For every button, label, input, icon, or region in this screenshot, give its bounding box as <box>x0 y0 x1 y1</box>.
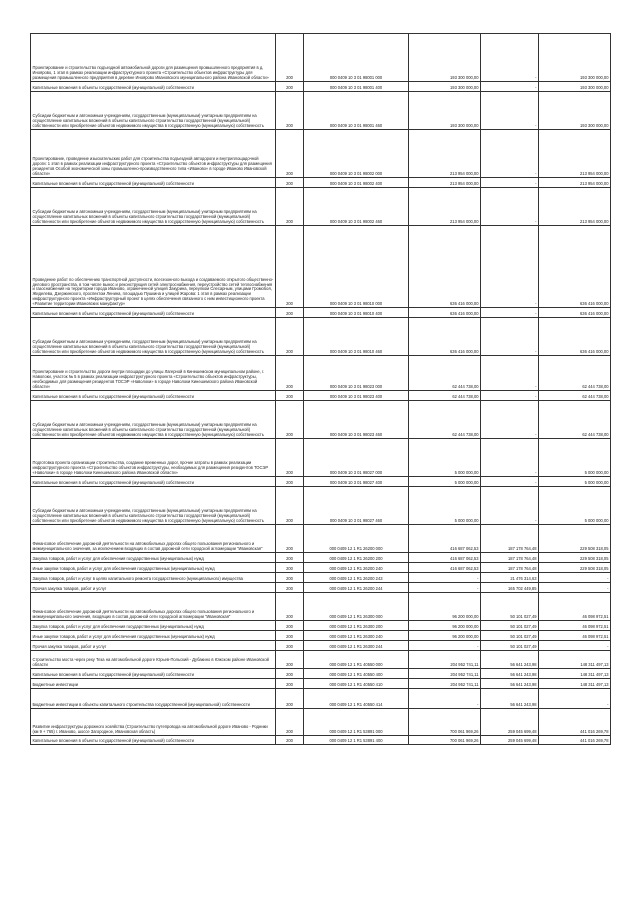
table-row <box>31 92 611 130</box>
budget-code-cell: 000 0409 12 1 R1 40550 000 <box>304 651 409 669</box>
unexecuted-amount-cell: 229 508 318,05 <box>539 563 611 573</box>
executed-amount-cell: 56 641 243,98 <box>481 689 539 709</box>
unexecuted-amount-cell: - <box>539 583 611 593</box>
budget-code-cell: 000 0409 12 1 R1 40550 414 <box>304 689 409 709</box>
line-code-cell: 200 <box>276 689 304 709</box>
unexecuted-amount-cell: 636 416 000,00 <box>539 308 611 318</box>
approved-amount-cell: 204 952 741,11 <box>409 669 481 679</box>
executed-amount-cell: - <box>481 188 539 226</box>
approved-amount-cell: - <box>409 573 481 583</box>
line-code-cell: 200 <box>276 621 304 631</box>
description-cell: Финансовое обеспечение дорожной деятельности на автомобильных дорогах общего пользования регионального и межмуниципального значения, за исключением входящих в состав дорожной сети городской агломерации "Ивановская" <box>31 525 276 553</box>
unexecuted-amount-cell: 213 954 000,00 <box>539 130 611 178</box>
approved-amount-cell: 62 444 738,00 <box>409 391 481 401</box>
budget-code-cell: 000 0409 12 1 R1 26200 200 <box>304 553 409 563</box>
budget-table <box>30 33 611 745</box>
budget-code-cell: 000 0409 12 1 R1 26300 000 <box>304 593 409 621</box>
line-code-cell: 200 <box>276 736 304 745</box>
unexecuted-amount-cell: 441 016 269,78 <box>539 736 611 745</box>
table-row <box>31 679 611 689</box>
executed-amount-cell: 21 476 314,63 <box>481 573 539 583</box>
budget-code-cell: 000 0409 10 3 01 98010 400 <box>304 308 409 318</box>
approved-amount-cell: 5 000 000,00 <box>409 477 481 487</box>
budget-code-cell: 000 0409 10 3 01 98002 400 <box>304 178 409 188</box>
approved-amount-cell: 636 416 000,00 <box>409 226 481 308</box>
executed-amount-cell: - <box>481 308 539 318</box>
table-row <box>31 573 611 583</box>
line-code-cell: 200 <box>276 82 304 92</box>
description-cell: Прочая закупка товаров, работ и услуг <box>31 641 276 651</box>
description-cell: Капитальные вложения в объекты государственной (муниципальной) собственности <box>31 477 276 487</box>
executed-amount-cell: 56 641 243,98 <box>481 679 539 689</box>
table-row <box>31 593 611 621</box>
line-code-cell: 200 <box>276 679 304 689</box>
table-row <box>31 130 611 178</box>
table-row <box>31 631 611 641</box>
line-code-cell: 200 <box>276 130 304 178</box>
unexecuted-amount-cell: 62 444 738,00 <box>539 391 611 401</box>
executed-amount-cell: - <box>481 318 539 356</box>
description-cell: Проектирование и строительство подъездной автомобильной дороги для размещения промышленного предприятия в д. Иноярово, 1 этап в рамках реализации инфраструктурного проекта «Строительство объектов инфраструктуры для размещения промышленного предприятия в деревне Иноярово Ивановского муниципального района Ивановской области» <box>31 34 276 82</box>
unexecuted-amount-cell: 229 508 318,05 <box>539 525 611 553</box>
budget-code-cell: 000 0409 10 3 01 98023 400 <box>304 391 409 401</box>
description-cell: Финансовое обеспечение дорожной деятельности на автомобильных дорогах общего пользования регионального и межмуниципального значения, входящих в состав дорожной сети городской агломерации "Ивановская" <box>31 593 276 621</box>
approved-amount-cell: 700 061 969,26 <box>409 736 481 745</box>
approved-amount-cell: 96 200 000,00 <box>409 593 481 621</box>
executed-amount-cell: - <box>481 356 539 391</box>
line-code-cell: 200 <box>276 178 304 188</box>
description-cell: Капитальные вложения в объекты государственной (муниципальной) собственности <box>31 391 276 401</box>
table-row <box>31 689 611 709</box>
executed-amount-cell: - <box>481 226 539 308</box>
approved-amount-cell: 416 687 062,53 <box>409 553 481 563</box>
table-row <box>31 641 611 651</box>
line-code-cell: 200 <box>276 92 304 130</box>
approved-amount-cell: 213 954 000,00 <box>409 178 481 188</box>
table-row <box>31 178 611 188</box>
table-row <box>31 34 611 82</box>
description-cell: Капитальные вложения в объекты государственной (муниципальной) собственности <box>31 736 276 745</box>
table-row <box>31 318 611 356</box>
budget-code-cell: 000 0409 10 3 01 98002 000 <box>304 130 409 178</box>
description-cell: Закупка товаров, работ и услуг для обеспечения государственных (муниципальных) нужд <box>31 553 276 563</box>
approved-amount-cell: 636 416 000,00 <box>409 308 481 318</box>
unexecuted-amount-cell: 636 416 000,00 <box>539 226 611 308</box>
executed-amount-cell: 187 178 764,48 <box>481 563 539 573</box>
unexecuted-amount-cell: 213 954 000,00 <box>539 178 611 188</box>
executed-amount-cell: 50 101 027,49 <box>481 641 539 651</box>
table-row <box>31 356 611 391</box>
description-cell: Капитальные вложения в объекты государственной (муниципальной) собственности <box>31 669 276 679</box>
table-row <box>31 669 611 679</box>
unexecuted-amount-cell: 229 508 318,05 <box>539 553 611 563</box>
line-code-cell: 200 <box>276 318 304 356</box>
description-cell: Развитие инфраструктуры дорожного хозяйства (Строительство путепровода на автомобильной дороге Иваново - Родники (км 9 + 765) г. Иваново, шоссе Загородное, Ивановская область) <box>31 709 276 736</box>
unexecuted-amount-cell: 193 300 000,00 <box>539 82 611 92</box>
line-code-cell: 200 <box>276 188 304 226</box>
budget-code-cell: 000 0409 12 1 R1 26300 244 <box>304 641 409 651</box>
description-cell: Капитальные вложения в объекты государственной (муниципальной) собственности <box>31 308 276 318</box>
executed-amount-cell: 259 045 699,48 <box>481 709 539 736</box>
table-row <box>31 188 611 226</box>
description-cell: Проектирование, проведение изыскательских работ для строительства подъездной автодороги и внутриплощадочной дороги: 1 этап в рамках реализации инфраструктурного проекта «Строительство объектов инфраструктуры для размещения резидентов Особой экономической зоны промышленно-производственного типа «Иваново» в городе Иваново Ивановской области» <box>31 130 276 178</box>
budget-code-cell: 000 0409 10 3 01 98023 460 <box>304 401 409 439</box>
description-cell: Подготовка проекта организации строительства, создание временных дорог, прочие затраты в рамках реализации инфраструктурного проекта «Строительство объектов инфраструктуры, необходимых для размещения резидентов ТОСЭР «Наволоки» в городе Наволоки Кинешемского района Ивановской области» <box>31 439 276 477</box>
budget-code-cell: 000 0409 12 1 R1 26300 200 <box>304 621 409 631</box>
description-cell: Бюджетные инвестиции <box>31 679 276 689</box>
approved-amount-cell: 193 300 000,00 <box>409 82 481 92</box>
approved-amount-cell: 96 200 000,00 <box>409 631 481 641</box>
budget-code-cell: 000 0409 12 1 R1 26200 244 <box>304 583 409 593</box>
table-row <box>31 82 611 92</box>
line-code-cell: 200 <box>276 308 304 318</box>
table-row <box>31 226 611 308</box>
approved-amount-cell: 204 952 741,11 <box>409 679 481 689</box>
budget-code-cell: 000 0409 12 1 R1 26300 240 <box>304 631 409 641</box>
budget-code-cell: 000 0409 12 1 R1 40550 410 <box>304 679 409 689</box>
table-row <box>31 583 611 593</box>
line-code-cell: 200 <box>276 226 304 308</box>
executed-amount-cell: 187 178 764,48 <box>481 525 539 553</box>
executed-amount-cell: 56 641 243,98 <box>481 669 539 679</box>
description-cell: Строительство моста через реку Теза на автомобильной дороге Юрьев-Польский - Дубакино в Южском районе Ивановской области <box>31 651 276 669</box>
unexecuted-amount-cell: 636 416 000,00 <box>539 318 611 356</box>
approved-amount-cell: - <box>409 641 481 651</box>
budget-code-cell: 000 0409 12 1 R1 26200 000 <box>304 525 409 553</box>
executed-amount-cell: - <box>481 487 539 525</box>
line-code-cell: 200 <box>276 525 304 553</box>
approved-amount-cell: 213 954 000,00 <box>409 130 481 178</box>
line-code-cell: 200 <box>276 709 304 736</box>
budget-code-cell: 000 0409 10 3 01 98002 460 <box>304 188 409 226</box>
unexecuted-amount-cell: 46 098 972,51 <box>539 621 611 631</box>
executed-amount-cell: 50 101 027,49 <box>481 593 539 621</box>
table-row <box>31 308 611 318</box>
line-code-cell: 200 <box>276 487 304 525</box>
unexecuted-amount-cell: 148 311 497,13 <box>539 669 611 679</box>
approved-amount-cell: 5 000 000,00 <box>409 487 481 525</box>
unexecuted-amount-cell: 46 098 972,51 <box>539 631 611 641</box>
description-cell: Субсидии бюджетным и автономным учреждениям, государственным (муниципальным) унитарным предприятиям на осуществление капитальных вложений в объекты капитального строительства государственной (муниципальной) собственности или приобретение объектов недвижимого имущества в государственную (муниципальную) собственность <box>31 401 276 439</box>
table-row <box>31 487 611 525</box>
approved-amount-cell: 193 300 000,00 <box>409 92 481 130</box>
approved-amount-cell: 193 300 000,00 <box>409 34 481 82</box>
line-code-cell: 200 <box>276 669 304 679</box>
line-code-cell: 200 <box>276 651 304 669</box>
description-cell: Бюджетные инвестиции в объекты капитального строительства государственной (муниципальной) собственности <box>31 689 276 709</box>
unexecuted-amount-cell: 148 311 497,13 <box>539 679 611 689</box>
budget-code-cell: 000 0409 10 3 01 98001 000 <box>304 34 409 82</box>
line-code-cell: 200 <box>276 593 304 621</box>
description-cell: Капитальные вложения в объекты государственной (муниципальной) собственности <box>31 178 276 188</box>
executed-amount-cell: - <box>481 82 539 92</box>
description-cell: Субсидии бюджетным и автономным учреждениям, государственным (муниципальным) унитарным предприятиям на осуществление капитальных вложений в объекты капитального строительства государственной (муниципальной) собственности или приобретение объектов недвижимого имущества в государственную (муниципальную) собственность <box>31 188 276 226</box>
description-cell: Проведение работ по обеспечению транспортной доступности, всесезонного выхода и создаваемого открытого общественно-делового пространства, в том числе вынос и реконструкция сетей электроснабжения, переустройство сетей теплоснабжения и газоснабжения на территории города Иваново, ограниченной улицей Закурина, переулком Слесарным, улицами Громобоя, Жиделева, Дзержинского, проспектом Ленина, площадью Пушкина и улицей Жарова: 1 этап в рамках реализации инфраструктурного проекта «Инфраструктурный проект в целях обеспечения связанного с ним инвестиционного проекта «Развитие территории Ивановских мануфактур» <box>31 226 276 308</box>
approved-amount-cell: 700 061 969,26 <box>409 709 481 736</box>
approved-amount-cell: 636 416 000,00 <box>409 318 481 356</box>
unexecuted-amount-cell: - <box>539 689 611 709</box>
executed-amount-cell: 50 101 027,49 <box>481 631 539 641</box>
description-cell: Субсидии бюджетным и автономным учреждениям, государственным (муниципальным) унитарным предприятиям на осуществление капитальных вложений в объекты капитального строительства государственной (муниципальной) собственности или приобретение объектов недвижимого имущества в государственную (муниципальную) собственность <box>31 92 276 130</box>
line-code-cell: 200 <box>276 401 304 439</box>
approved-amount-cell: 416 687 062,53 <box>409 563 481 573</box>
budget-code-cell: 000 0409 12 1 R1 26200 243 <box>304 573 409 583</box>
budget-code-cell: 000 0409 10 3 01 98001 460 <box>304 92 409 130</box>
unexecuted-amount-cell: 148 311 497,13 <box>539 651 611 669</box>
table-row <box>31 391 611 401</box>
description-cell: Капитальные вложения в объекты государственной (муниципальной) собственности <box>31 82 276 92</box>
budget-code-cell: 000 0409 12 1 R1 53891 000 <box>304 709 409 736</box>
executed-amount-cell: - <box>481 401 539 439</box>
unexecuted-amount-cell: 193 300 000,00 <box>539 92 611 130</box>
approved-amount-cell: 416 687 062,53 <box>409 525 481 553</box>
description-cell: Закупка товаров, работ и услуг в целях капитального ремонта государственного (муниципального) имущества <box>31 573 276 583</box>
line-code-cell: 200 <box>276 34 304 82</box>
executed-amount-cell: - <box>481 178 539 188</box>
unexecuted-amount-cell: 46 098 972,51 <box>539 593 611 621</box>
approved-amount-cell: - <box>409 583 481 593</box>
budget-code-cell: 000 0409 10 3 01 98023 000 <box>304 356 409 391</box>
unexecuted-amount-cell: - <box>539 641 611 651</box>
budget-code-cell: 000 0409 10 3 01 98010 460 <box>304 318 409 356</box>
table-row <box>31 439 611 477</box>
table-row <box>31 401 611 439</box>
budget-code-cell: 000 0409 10 3 01 98001 400 <box>304 82 409 92</box>
description-cell: Проектирование и строительство дороги внутри площадки до улицы Лагерной в Кинешемском муниципальном районе, г. Наволоки, участок № 5 в рамках реализации инфраструктурного проекта «Строительство объектов инфраструктуры, необходимых для размещения резидентов ТОСЭР «Наволоки» в городе Наволоки Кинешемского района Ивановской области» <box>31 356 276 391</box>
description-cell: Субсидии бюджетным и автономным учреждениям, государственным (муниципальным) унитарным предприятиям на осуществление капитальных вложений в объекты капитального строительства государственной (муниципальной) собственности или приобретение объектов недвижимого имущества в государственную (муниципальную) собственность <box>31 487 276 525</box>
unexecuted-amount-cell: - <box>539 573 611 583</box>
budget-code-cell: 000 0409 10 3 01 98027 000 <box>304 439 409 477</box>
line-code-cell: 200 <box>276 553 304 563</box>
budget-table-page <box>30 33 610 745</box>
table-row <box>31 553 611 563</box>
executed-amount-cell: 50 101 027,49 <box>481 621 539 631</box>
unexecuted-amount-cell: 62 444 738,00 <box>539 356 611 391</box>
description-cell: Иные закупки товаров, работ и услуг для обеспечения государственных (муниципальных) нужд <box>31 631 276 641</box>
table-row <box>31 621 611 631</box>
executed-amount-cell: - <box>481 391 539 401</box>
executed-amount-cell: - <box>481 477 539 487</box>
budget-code-cell: 000 0409 10 3 01 98027 400 <box>304 477 409 487</box>
table-row <box>31 709 611 736</box>
table-row <box>31 736 611 745</box>
approved-amount-cell: 62 444 738,00 <box>409 401 481 439</box>
table-row <box>31 651 611 669</box>
unexecuted-amount-cell: 5 000 000,00 <box>539 439 611 477</box>
description-cell: Прочая закупка товаров, работ и услуг <box>31 583 276 593</box>
executed-amount-cell: - <box>481 439 539 477</box>
approved-amount-cell: 96 200 000,00 <box>409 621 481 631</box>
description-cell: Иные закупки товаров, работ и услуг для обеспечения государственных (муниципальных) нужд <box>31 563 276 573</box>
line-code-cell: 200 <box>276 631 304 641</box>
unexecuted-amount-cell: 213 954 000,00 <box>539 188 611 226</box>
budget-code-cell: 000 0409 12 1 R1 53891 400 <box>304 736 409 745</box>
budget-code-cell: 000 0409 12 1 R1 40550 400 <box>304 669 409 679</box>
approved-amount-cell: 5 000 000,00 <box>409 439 481 477</box>
executed-amount-cell: 259 045 699,48 <box>481 736 539 745</box>
table-row <box>31 477 611 487</box>
budget-code-cell: 000 0409 10 3 01 98010 000 <box>304 226 409 308</box>
executed-amount-cell: 165 702 449,85 <box>481 583 539 593</box>
approved-amount-cell: 62 444 738,00 <box>409 356 481 391</box>
line-code-cell: 200 <box>276 356 304 391</box>
line-code-cell: 200 <box>276 391 304 401</box>
unexecuted-amount-cell: 5 000 000,00 <box>539 477 611 487</box>
budget-table-body <box>31 34 611 745</box>
line-code-cell: 200 <box>276 439 304 477</box>
description-cell: Закупка товаров, работ и услуг для обеспечения государственных (муниципальных) нужд <box>31 621 276 631</box>
budget-code-cell: 000 0409 10 3 01 98027 460 <box>304 487 409 525</box>
budget-code-cell: 000 0409 12 1 R1 26200 240 <box>304 563 409 573</box>
line-code-cell: 200 <box>276 563 304 573</box>
executed-amount-cell: 187 178 764,48 <box>481 553 539 563</box>
line-code-cell: 200 <box>276 583 304 593</box>
unexecuted-amount-cell: 441 016 269,78 <box>539 709 611 736</box>
line-code-cell: 200 <box>276 477 304 487</box>
table-row <box>31 563 611 573</box>
executed-amount-cell: - <box>481 92 539 130</box>
approved-amount-cell: - <box>409 689 481 709</box>
description-cell: Субсидии бюджетным и автономным учреждениям, государственным (муниципальным) унитарным предприятиям на осуществление капитальных вложений в объекты капитального строительства государственной (муниципальной) собственности или приобретение объектов недвижимого имущества в государственную (муниципальную) собственность <box>31 318 276 356</box>
executed-amount-cell: - <box>481 34 539 82</box>
table-row <box>31 525 611 553</box>
unexecuted-amount-cell: 62 444 738,00 <box>539 401 611 439</box>
approved-amount-cell: 204 952 741,11 <box>409 651 481 669</box>
line-code-cell: 200 <box>276 573 304 583</box>
unexecuted-amount-cell: 5 000 000,00 <box>539 487 611 525</box>
executed-amount-cell: - <box>481 130 539 178</box>
approved-amount-cell: 213 954 000,00 <box>409 188 481 226</box>
unexecuted-amount-cell: 193 300 000,00 <box>539 34 611 82</box>
line-code-cell: 200 <box>276 641 304 651</box>
executed-amount-cell: 56 641 243,98 <box>481 651 539 669</box>
